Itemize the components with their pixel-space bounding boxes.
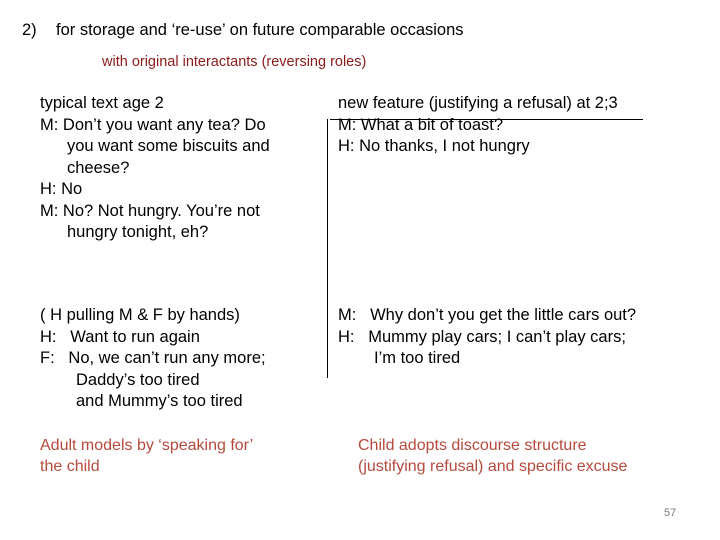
slide-heading (22, 21, 464, 40)
dialogue-line: F: No, we can’t run any more; (40, 349, 266, 367)
dialogue-line: M: No? Not hungry. You’re not (40, 201, 260, 220)
right-block-cars (338, 305, 636, 370)
dialogue-line: hungry tonight, eh? (67, 223, 209, 241)
dialogue-line: H: Want to run again (40, 327, 200, 346)
dialogue-line: you want some biscuits and (67, 137, 270, 155)
note-line: the child (40, 457, 100, 475)
dialogue-line: and Mummy’s too tired (76, 392, 243, 410)
note-line: Adult models by ‘speaking for’ (40, 437, 254, 454)
subheading: with original interactants (reversing roles) (102, 54, 367, 70)
dialogue-line: M: Don’t you want any tea? Do (40, 115, 266, 134)
page-number: 57 (664, 507, 677, 519)
note-line: Child adopts discourse structure (358, 437, 587, 454)
heading-text: for storage and ‘re-use’ on future comparable occasions (56, 21, 464, 39)
right-block-new-feature (338, 93, 618, 158)
left-block-running (40, 305, 266, 413)
dialogue-line: H: No (40, 180, 83, 198)
left-note (40, 436, 253, 477)
note-line: (justifying refusal) and specific excuse (358, 457, 628, 475)
dialogue-line: cheese? (67, 158, 130, 177)
dialogue-line: M: Why don’t you get the little cars out? (338, 306, 637, 324)
dialogue-line: M: What a bit of toast? (338, 115, 504, 134)
dialogue-line: ( H pulling M & F by hands) (40, 306, 240, 324)
dialogue-line: H: No thanks, I not hungry (338, 137, 530, 155)
left-block-typical-text (40, 93, 270, 244)
dialogue-line: H: Mummy play cars; I can’t play cars; (338, 327, 626, 346)
dialogue-line: I’m too tired (374, 349, 461, 367)
left-block-title: typical text age 2 (40, 94, 164, 112)
dialogue-line: Daddy’s too tired (76, 370, 200, 389)
right-block-title: new feature (justifying a refusal) at 2;3 (338, 94, 618, 112)
table-vertical-rule (327, 119, 328, 378)
right-note (358, 436, 627, 477)
heading-number: 2) (22, 21, 37, 39)
